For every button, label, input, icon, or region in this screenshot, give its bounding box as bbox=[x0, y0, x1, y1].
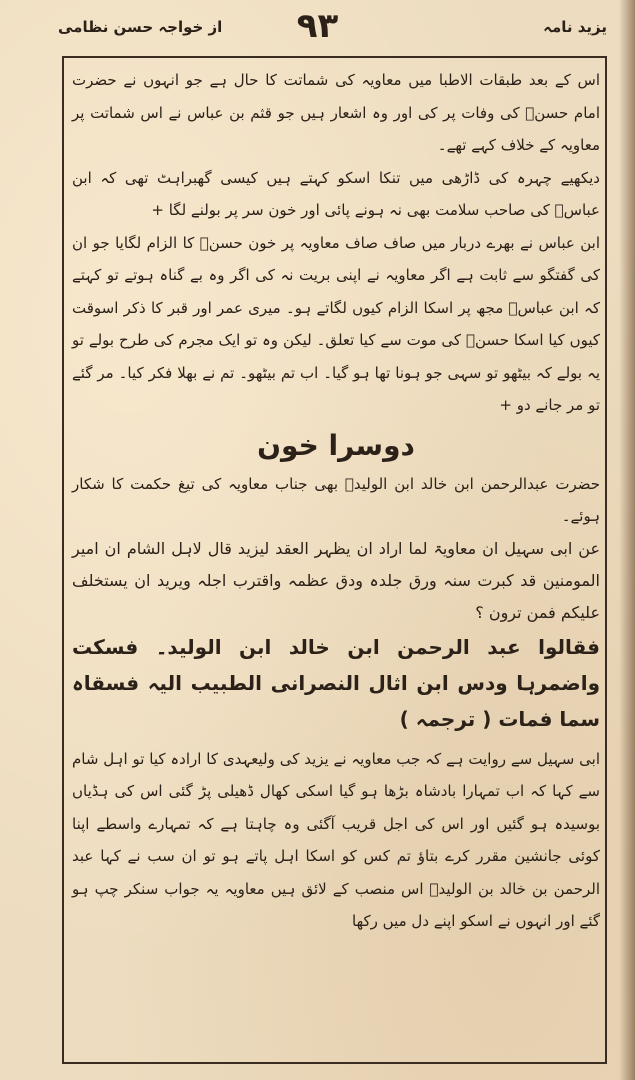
translation-paragraph: ابی سہیل سے روایت ہے کہ جب معاویہ نے یزید کی ولیعہدی کا ارادہ کیا تو اہل شام سے کہا کہ اب تمہارا بادشاہ بڑھا ہو گیا اسکی کھال ڈھیلی پڑ گئی اس کی ہڈیاں بوسیدہ ہو گئیں اور اس کی اجل قریب آگئی وہ چاہتا ہے کہ تمہارے واسطے اپنا کوئی جانشین مقرر کرے بتاؤ تم کس کو اسکا اہل پاتے ہو تو ان سب نے کہا عبد الرحمن بن خالد بن الولیدؓ اس منصب کے لائق ہیں معاویہ یہ جواب سنکر چپ ہو گئے اور انہوں نے اسکو اپنے دل میں رکھا bbox=[72, 749, 600, 930]
page-body bbox=[72, 62, 600, 1062]
paragraph: اس کے بعد طبقات الاطبا میں معاویہ کی شماتت کا حال ہے جو انہوں نے حضرت امام حسنؑ کی وفات پر کی اور وہ اشعار ہیں جو قثم بن عباس نے اس شماتت پر معاویہ کے خلاف کہے تھے۔ bbox=[72, 71, 600, 154]
arabic-quote-continued: فقالوا عبد الرحمن ابن خالد ابن الولید۔ فسکت واضمرہا ودس ابن اثال النصرانی الطبیب الیہ فسقاہ سما فمات ( ترجمہ ) bbox=[72, 634, 600, 731]
arabic-quote: عن ابی سہیل ان معاویۃ لما اراد ان یظہر العقد لیزید قال لاہل الشام ان امیر المومنین قد کبرت سنہ ورق جلدہ ودق عظمہ واقترب اجلہ ویرید ان یستخلف علیکم فمن ترون ؟ bbox=[72, 538, 600, 622]
book-title: یزید نامہ bbox=[543, 18, 607, 36]
paragraph: ابن عباس نے بھرے دربار میں صاف صاف معاویہ پر خون حسنؑ کا الزام لگایا جو ان کی گفتگو سے ثابت ہے اگر معاویہ نے اپنی بریت نہ کی اگر وہ بے گناہ ہوتے تو کہتے کہ ابن عباسؓ مجھ پر اسکا الزام کیوں لگاتے ہو۔ میری عمر اور قبر کا ذکر اسوقت کیوں کیا اسکا حسنؑ کی موت سے کیا تعلق۔ لیکن وہ تو ایک مجرم کی طرح بولے تو یہ بولے کہ بیٹھو تو سہی جو ہونا تھا ہو گیا۔ اب تم بیٹھو۔ تم نے بھلا فکر کیا۔ مر گئے تو مر جانے دو + bbox=[72, 233, 600, 414]
intro-line: حضرت عبدالرحمن ابن خالد ابن الولیدؓ بھی جناب معاویہ کی تیغ حکمت کا شکار ہوئے۔ bbox=[72, 474, 600, 525]
page-header bbox=[0, 0, 635, 54]
page-number: ۹۳ bbox=[296, 6, 339, 46]
paragraph: دیکھیے چہرہ کی ڈاڑھی میں تنکا اسکو کہتے ہیں کیسی گھبراہٹ تھی کہ ابن عباسؓ کی صاحب سلامت بھی نہ ہونے پائی اور خون سر پر بولنے لگا + bbox=[72, 168, 600, 219]
section-heading: دوسرا خون bbox=[257, 428, 415, 462]
author-name: از خواجہ حسن نظامی bbox=[58, 18, 223, 36]
